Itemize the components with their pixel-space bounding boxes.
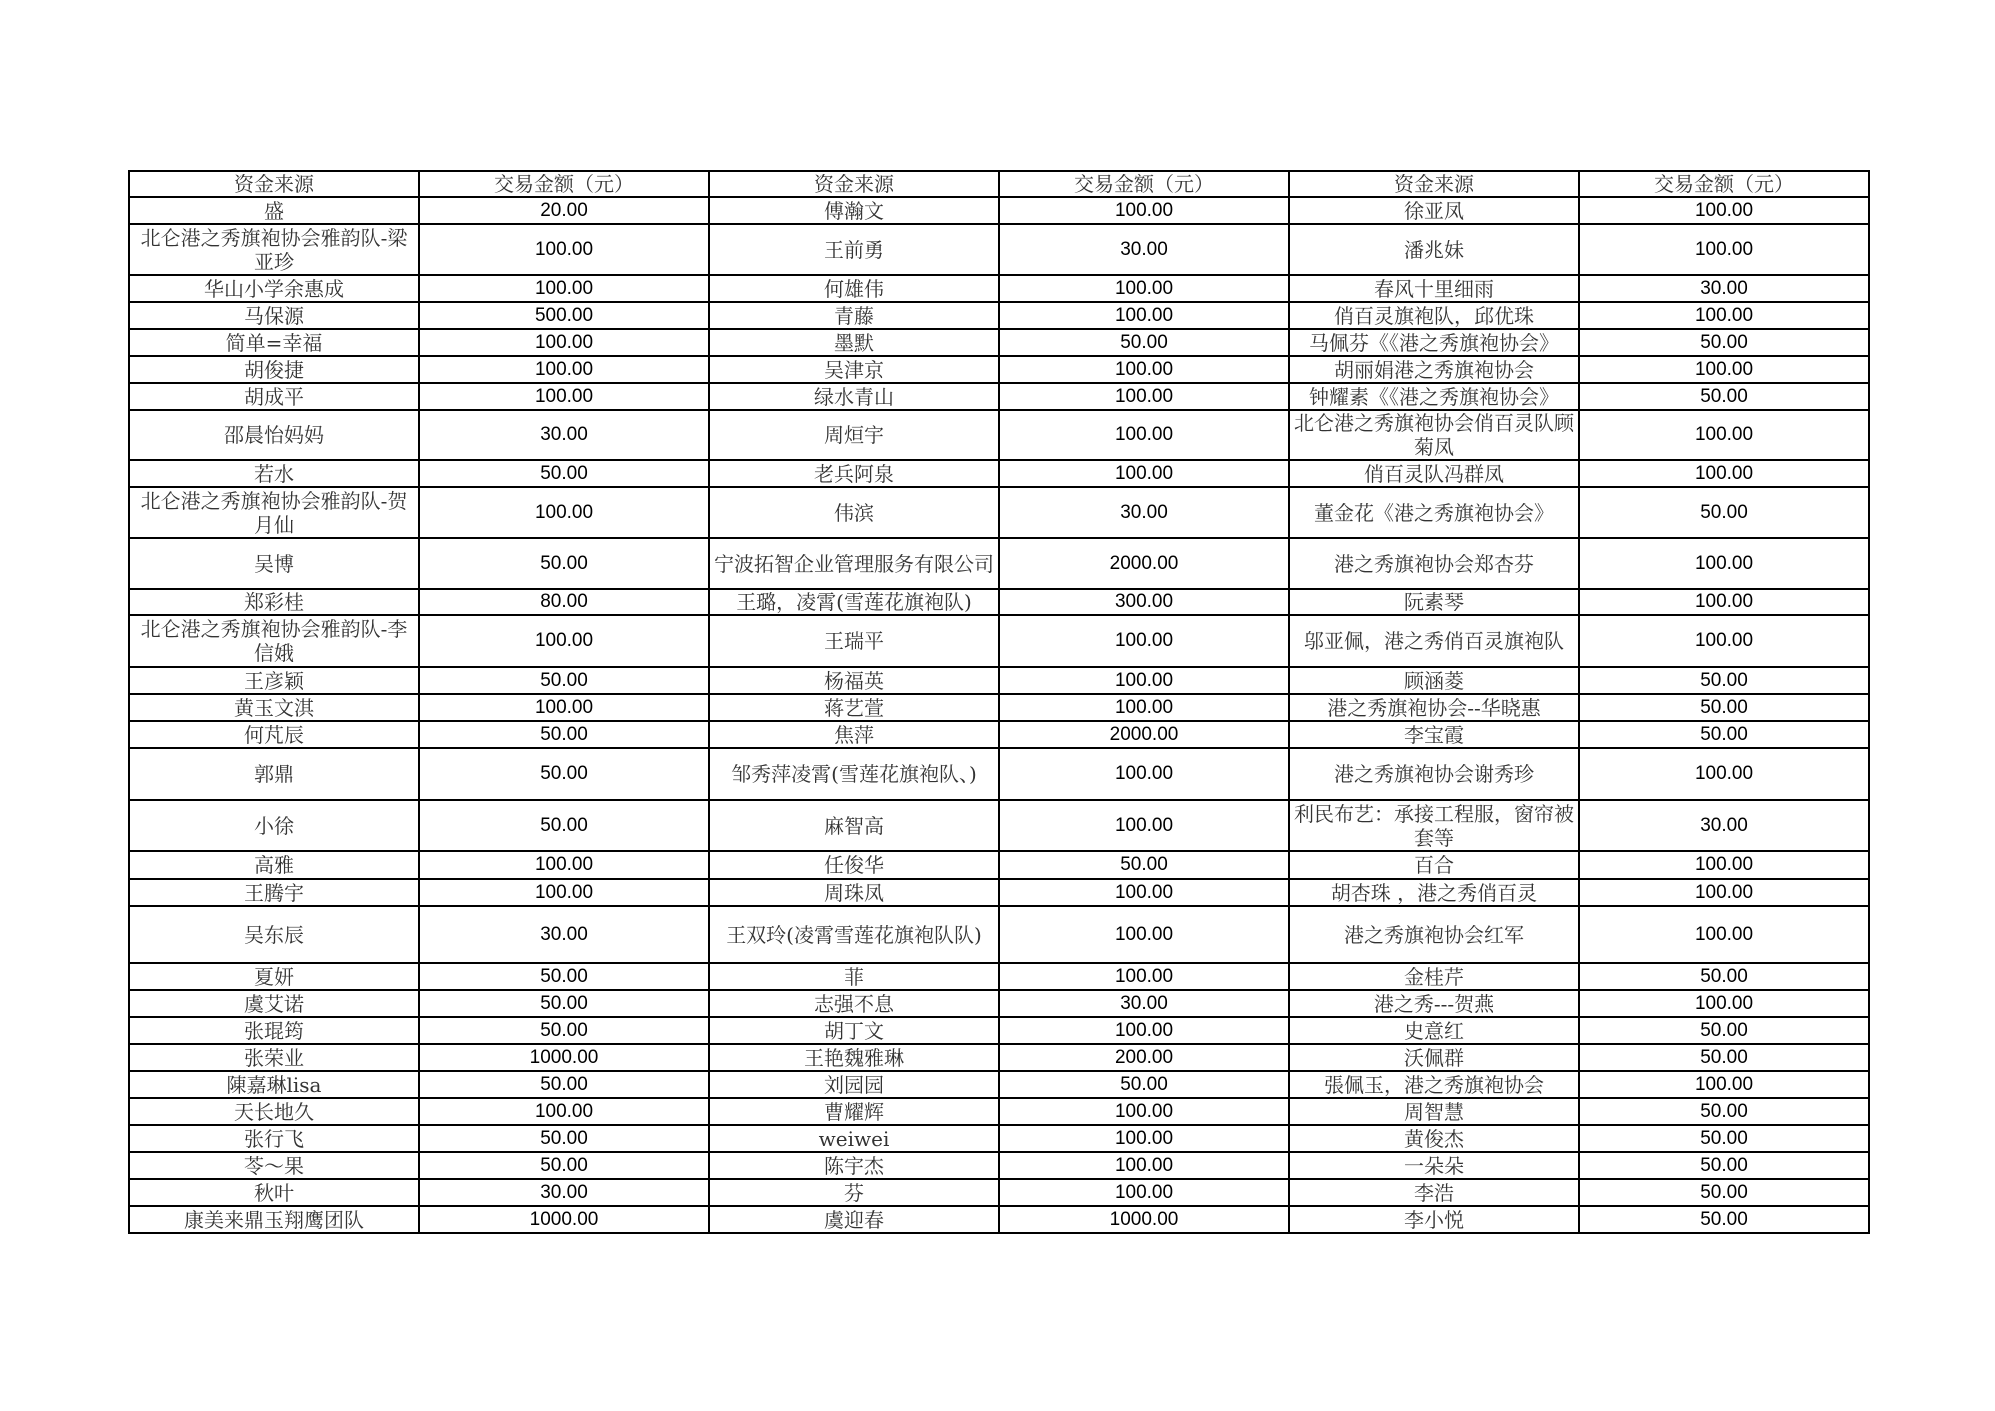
- cell-amount-3: 100.00: [1579, 197, 1869, 224]
- table-row: [129, 1017, 1869, 1044]
- cell-funding-source-3: 顾涵菱: [1289, 667, 1579, 694]
- cell-amount-2: 100.00: [999, 302, 1289, 329]
- cell-funding-source-2: 王双玲(凌霄雪莲花旗袍队队): [709, 906, 999, 963]
- cell-amount-1: 30.00: [419, 906, 709, 963]
- cell-funding-source-1: 王彦颖: [129, 667, 419, 694]
- cell-funding-source-3: 港之秀旗袍协会红军: [1289, 906, 1579, 963]
- cell-amount-2: 50.00: [999, 851, 1289, 879]
- cell-funding-source-3: 沃佩群: [1289, 1044, 1579, 1071]
- cell-amount-3: 100.00: [1579, 589, 1869, 615]
- cell-amount-3: 100.00: [1579, 906, 1869, 963]
- cell-amount-3: 50.00: [1579, 667, 1869, 694]
- cell-amount-1: 50.00: [419, 1017, 709, 1044]
- cell-amount-2: 100.00: [999, 963, 1289, 990]
- cell-amount-3: 30.00: [1579, 800, 1869, 851]
- cell-funding-source-2: 王艳魏雅琳: [709, 1044, 999, 1071]
- cell-funding-source-3: 钟耀素《《港之秀旗袍协会》: [1289, 383, 1579, 410]
- table-row: [129, 879, 1869, 906]
- cell-amount-1: 50.00: [419, 721, 709, 748]
- table-row: [129, 356, 1869, 383]
- cell-funding-source-3: 港之秀---贺燕: [1289, 990, 1579, 1017]
- cell-amount-1: 100.00: [419, 383, 709, 410]
- cell-amount-1: 30.00: [419, 1179, 709, 1206]
- cell-amount-3: 100.00: [1579, 851, 1869, 879]
- cell-funding-source-3: 俏百灵旗袍队，邱优珠: [1289, 302, 1579, 329]
- cell-funding-source-2: 虞迎春: [709, 1206, 999, 1233]
- cell-funding-source-3: 潘兆妹: [1289, 224, 1579, 275]
- cell-amount-1: 1000.00: [419, 1206, 709, 1233]
- table-body: [129, 197, 1869, 1233]
- table-row: [129, 224, 1869, 275]
- cell-funding-source-3: 阮素琴: [1289, 589, 1579, 615]
- cell-amount-2: 50.00: [999, 329, 1289, 356]
- cell-amount-3: 50.00: [1579, 1125, 1869, 1152]
- cell-funding-source-1: 秋叶: [129, 1179, 419, 1206]
- cell-funding-source-1: 夏妍: [129, 963, 419, 990]
- table-row: [129, 329, 1869, 356]
- table-row: [129, 410, 1869, 460]
- table-row: [129, 851, 1869, 879]
- table-row: [129, 1098, 1869, 1125]
- cell-amount-1: 100.00: [419, 879, 709, 906]
- cell-funding-source-2: 绿水青山: [709, 383, 999, 410]
- cell-amount-2: 50.00: [999, 1071, 1289, 1098]
- cell-funding-source-3: 胡丽娟港之秀旗袍协会: [1289, 356, 1579, 383]
- cell-funding-source-3: 利民布艺：承接工程服，窗帘被套等: [1289, 800, 1579, 851]
- cell-funding-source-2: 曹耀辉: [709, 1098, 999, 1125]
- table-row: [129, 963, 1869, 990]
- cell-funding-source-2: 陈宇杰: [709, 1152, 999, 1179]
- cell-funding-source-2: 任俊华: [709, 851, 999, 879]
- header-amount-1: 交易金额（元）: [419, 171, 709, 197]
- cell-amount-2: 300.00: [999, 589, 1289, 615]
- cell-funding-source-2: 刘园园: [709, 1071, 999, 1098]
- cell-funding-source-3: 港之秀旗袍协会--华晓惠: [1289, 694, 1579, 721]
- cell-funding-source-3: 春风十里细雨: [1289, 275, 1579, 302]
- cell-amount-3: 50.00: [1579, 721, 1869, 748]
- header-amount-3: 交易金额（元）: [1579, 171, 1869, 197]
- cell-amount-3: 50.00: [1579, 694, 1869, 721]
- cell-amount-2: 100.00: [999, 356, 1289, 383]
- cell-amount-1: 50.00: [419, 1071, 709, 1098]
- table-row: [129, 1071, 1869, 1098]
- cell-funding-source-2: weiwei: [709, 1125, 999, 1152]
- cell-amount-1: 50.00: [419, 538, 709, 589]
- cell-amount-2: 100.00: [999, 1098, 1289, 1125]
- table-row: [129, 1044, 1869, 1071]
- cell-amount-3: 100.00: [1579, 990, 1869, 1017]
- cell-amount-2: 30.00: [999, 990, 1289, 1017]
- cell-amount-3: 100.00: [1579, 302, 1869, 329]
- cell-funding-source-1: 北仑港之秀旗袍协会雅韵队-梁亚珍: [129, 224, 419, 275]
- cell-amount-1: 50.00: [419, 963, 709, 990]
- cell-amount-2: 2000.00: [999, 721, 1289, 748]
- cell-amount-2: 100.00: [999, 383, 1289, 410]
- cell-funding-source-2: 老兵阿泉: [709, 460, 999, 487]
- cell-amount-2: 100.00: [999, 800, 1289, 851]
- table-row: [129, 589, 1869, 615]
- cell-amount-3: 50.00: [1579, 1017, 1869, 1044]
- cell-funding-source-1: 张行飞: [129, 1125, 419, 1152]
- cell-funding-source-2: 王前勇: [709, 224, 999, 275]
- table-row: [129, 800, 1869, 851]
- cell-amount-1: 100.00: [419, 1098, 709, 1125]
- cell-funding-source-3: 李小悦: [1289, 1206, 1579, 1233]
- cell-funding-source-3: 張佩玉，港之秀旗袍协会: [1289, 1071, 1579, 1098]
- cell-funding-source-1: 马保源: [129, 302, 419, 329]
- cell-funding-source-3: 邬亚佩，港之秀俏百灵旗袍队: [1289, 615, 1579, 667]
- cell-funding-source-2: 墨默: [709, 329, 999, 356]
- cell-amount-3: 100.00: [1579, 538, 1869, 589]
- cell-funding-source-2: 吴津京: [709, 356, 999, 383]
- cell-amount-1: 100.00: [419, 694, 709, 721]
- cell-funding-source-1: 盛: [129, 197, 419, 224]
- cell-amount-2: 30.00: [999, 487, 1289, 538]
- cell-amount-2: 100.00: [999, 460, 1289, 487]
- cell-funding-source-2: 杨福英: [709, 667, 999, 694]
- cell-funding-source-2: 何雄伟: [709, 275, 999, 302]
- cell-funding-source-3: 李浩: [1289, 1179, 1579, 1206]
- cell-amount-1: 100.00: [419, 356, 709, 383]
- cell-funding-source-2: 蒋艺萱: [709, 694, 999, 721]
- cell-amount-3: 50.00: [1579, 383, 1869, 410]
- cell-funding-source-2: 傅瀚文: [709, 197, 999, 224]
- cell-amount-2: 100.00: [999, 1152, 1289, 1179]
- header-funding-source-3: 资金来源: [1289, 171, 1579, 197]
- cell-amount-2: 100.00: [999, 1179, 1289, 1206]
- cell-funding-source-1: 北仑港之秀旗袍协会雅韵队-李信娥: [129, 615, 419, 667]
- cell-funding-source-1: 胡俊捷: [129, 356, 419, 383]
- cell-amount-3: 100.00: [1579, 410, 1869, 460]
- cell-amount-1: 50.00: [419, 748, 709, 800]
- header-funding-source-1: 资金来源: [129, 171, 419, 197]
- cell-funding-source-1: 黄玉文淇: [129, 694, 419, 721]
- cell-funding-source-2: 周珠凤: [709, 879, 999, 906]
- cell-amount-3: 100.00: [1579, 460, 1869, 487]
- table-row: [129, 302, 1869, 329]
- cell-amount-3: 50.00: [1579, 963, 1869, 990]
- table-row: [129, 538, 1869, 589]
- cell-funding-source-1: 吴博: [129, 538, 419, 589]
- cell-amount-3: 100.00: [1579, 1071, 1869, 1098]
- cell-funding-source-2: 王瑞平: [709, 615, 999, 667]
- cell-funding-source-3: 港之秀旗袍协会谢秀珍: [1289, 748, 1579, 800]
- cell-funding-source-3: 港之秀旗袍协会郑杏芬: [1289, 538, 1579, 589]
- cell-amount-2: 2000.00: [999, 538, 1289, 589]
- cell-funding-source-2: 菲: [709, 963, 999, 990]
- cell-funding-source-1: 小徐: [129, 800, 419, 851]
- cell-funding-source-2: 青藤: [709, 302, 999, 329]
- cell-amount-2: 100.00: [999, 410, 1289, 460]
- header-amount-2: 交易金额（元）: [999, 171, 1289, 197]
- cell-amount-2: 100.00: [999, 906, 1289, 963]
- cell-amount-2: 100.00: [999, 667, 1289, 694]
- table-row: [129, 667, 1869, 694]
- cell-funding-source-1: 胡成平: [129, 383, 419, 410]
- cell-amount-3: 50.00: [1579, 329, 1869, 356]
- cell-funding-source-3: 徐亚凤: [1289, 197, 1579, 224]
- cell-funding-source-3: 黄俊杰: [1289, 1125, 1579, 1152]
- cell-amount-1: 50.00: [419, 1125, 709, 1152]
- cell-amount-2: 100.00: [999, 275, 1289, 302]
- cell-amount-2: 100.00: [999, 694, 1289, 721]
- cell-amount-1: 50.00: [419, 990, 709, 1017]
- table-row: [129, 694, 1869, 721]
- cell-funding-source-2: 志强不息: [709, 990, 999, 1017]
- cell-amount-1: 30.00: [419, 410, 709, 460]
- table-row: [129, 487, 1869, 538]
- cell-funding-source-3: 金桂芹: [1289, 963, 1579, 990]
- cell-funding-source-1: 邵晨怡妈妈: [129, 410, 419, 460]
- cell-amount-2: 30.00: [999, 224, 1289, 275]
- cell-amount-2: 100.00: [999, 1017, 1289, 1044]
- cell-funding-source-1: 张琨筠: [129, 1017, 419, 1044]
- cell-funding-source-1: 简单=幸福: [129, 329, 419, 356]
- table-row: [129, 1125, 1869, 1152]
- cell-amount-1: 100.00: [419, 329, 709, 356]
- cell-funding-source-3: 北仑港之秀旗袍协会俏百灵队顾菊凤: [1289, 410, 1579, 460]
- cell-amount-1: 20.00: [419, 197, 709, 224]
- cell-funding-source-1: 北仑港之秀旗袍协会雅韵队-贺月仙: [129, 487, 419, 538]
- table-row: [129, 748, 1869, 800]
- cell-amount-3: 100.00: [1579, 356, 1869, 383]
- cell-amount-3: 100.00: [1579, 224, 1869, 275]
- cell-amount-1: 50.00: [419, 800, 709, 851]
- cell-funding-source-3: 俏百灵队冯群凤: [1289, 460, 1579, 487]
- table-row: [129, 383, 1869, 410]
- cell-funding-source-2: 周烜宇: [709, 410, 999, 460]
- table-row: [129, 1179, 1869, 1206]
- cell-funding-source-3: 一朵朵: [1289, 1152, 1579, 1179]
- cell-funding-source-1: 虞艾诺: [129, 990, 419, 1017]
- table-row: [129, 906, 1869, 963]
- cell-funding-source-2: 胡丁文: [709, 1017, 999, 1044]
- table-header-row: [129, 171, 1869, 197]
- cell-amount-1: 1000.00: [419, 1044, 709, 1071]
- table-row: [129, 275, 1869, 302]
- cell-funding-source-3: 百合: [1289, 851, 1579, 879]
- cell-funding-source-1: 华山小学余惠成: [129, 275, 419, 302]
- cell-funding-source-1: 康美来鼎玉翔鹰团队: [129, 1206, 419, 1233]
- table-row: [129, 1206, 1869, 1233]
- table-row: [129, 721, 1869, 748]
- cell-amount-1: 50.00: [419, 667, 709, 694]
- cell-amount-2: 100.00: [999, 879, 1289, 906]
- cell-funding-source-2: 焦萍: [709, 721, 999, 748]
- cell-funding-source-2: 芬: [709, 1179, 999, 1206]
- cell-funding-source-1: 郭鼎: [129, 748, 419, 800]
- cell-amount-3: 50.00: [1579, 1206, 1869, 1233]
- table-row: [129, 615, 1869, 667]
- cell-amount-1: 80.00: [419, 589, 709, 615]
- cell-amount-2: 100.00: [999, 197, 1289, 224]
- cell-funding-source-1: 高雅: [129, 851, 419, 879]
- cell-amount-1: 100.00: [419, 487, 709, 538]
- cell-amount-3: 50.00: [1579, 1152, 1869, 1179]
- donation-ledger-table: [128, 170, 1870, 1234]
- cell-amount-1: 500.00: [419, 302, 709, 329]
- cell-amount-3: 30.00: [1579, 275, 1869, 302]
- cell-funding-source-1: 张荣业: [129, 1044, 419, 1071]
- cell-funding-source-1: 郑彩桂: [129, 589, 419, 615]
- cell-amount-2: 200.00: [999, 1044, 1289, 1071]
- cell-funding-source-1: 天长地久: [129, 1098, 419, 1125]
- cell-funding-source-2: 宁波拓智企业管理服务有限公司: [709, 538, 999, 589]
- header-funding-source-2: 资金来源: [709, 171, 999, 197]
- cell-amount-3: 50.00: [1579, 487, 1869, 538]
- cell-funding-source-3: 马佩芬《《港之秀旗袍协会》: [1289, 329, 1579, 356]
- cell-amount-2: 1000.00: [999, 1206, 1289, 1233]
- cell-amount-3: 100.00: [1579, 748, 1869, 800]
- cell-funding-source-3: 董金花《港之秀旗袍协会》: [1289, 487, 1579, 538]
- cell-amount-1: 50.00: [419, 460, 709, 487]
- cell-amount-1: 100.00: [419, 615, 709, 667]
- cell-funding-source-1: 苓～果: [129, 1152, 419, 1179]
- cell-funding-source-3: 周智慧: [1289, 1098, 1579, 1125]
- table-row: [129, 197, 1869, 224]
- cell-funding-source-1: 陳嘉琳lisa: [129, 1071, 419, 1098]
- cell-amount-3: 50.00: [1579, 1044, 1869, 1071]
- table-row: [129, 460, 1869, 487]
- cell-funding-source-1: 何芃辰: [129, 721, 419, 748]
- cell-funding-source-2: 邹秀萍凌霄(雪莲花旗袍队、): [709, 748, 999, 800]
- cell-funding-source-2: 麻智高: [709, 800, 999, 851]
- cell-amount-2: 100.00: [999, 1125, 1289, 1152]
- cell-funding-source-2: 伟滨: [709, 487, 999, 538]
- cell-funding-source-3: 史意红: [1289, 1017, 1579, 1044]
- table-row: [129, 1152, 1869, 1179]
- cell-funding-source-1: 若水: [129, 460, 419, 487]
- cell-amount-2: 100.00: [999, 615, 1289, 667]
- table-row: [129, 990, 1869, 1017]
- cell-amount-3: 50.00: [1579, 1098, 1869, 1125]
- cell-amount-3: 50.00: [1579, 1179, 1869, 1206]
- cell-funding-source-3: 胡杏珠 ，港之秀俏百灵: [1289, 879, 1579, 906]
- cell-amount-3: 100.00: [1579, 615, 1869, 667]
- cell-funding-source-1: 王腾宇: [129, 879, 419, 906]
- cell-amount-1: 50.00: [419, 1152, 709, 1179]
- cell-funding-source-1: 吴东辰: [129, 906, 419, 963]
- cell-amount-3: 100.00: [1579, 879, 1869, 906]
- cell-funding-source-2: 王璐，凌霄(雪莲花旗袍队): [709, 589, 999, 615]
- cell-amount-1: 100.00: [419, 851, 709, 879]
- cell-amount-1: 100.00: [419, 224, 709, 275]
- cell-amount-2: 100.00: [999, 748, 1289, 800]
- cell-funding-source-3: 李宝霞: [1289, 721, 1579, 748]
- cell-amount-1: 100.00: [419, 275, 709, 302]
